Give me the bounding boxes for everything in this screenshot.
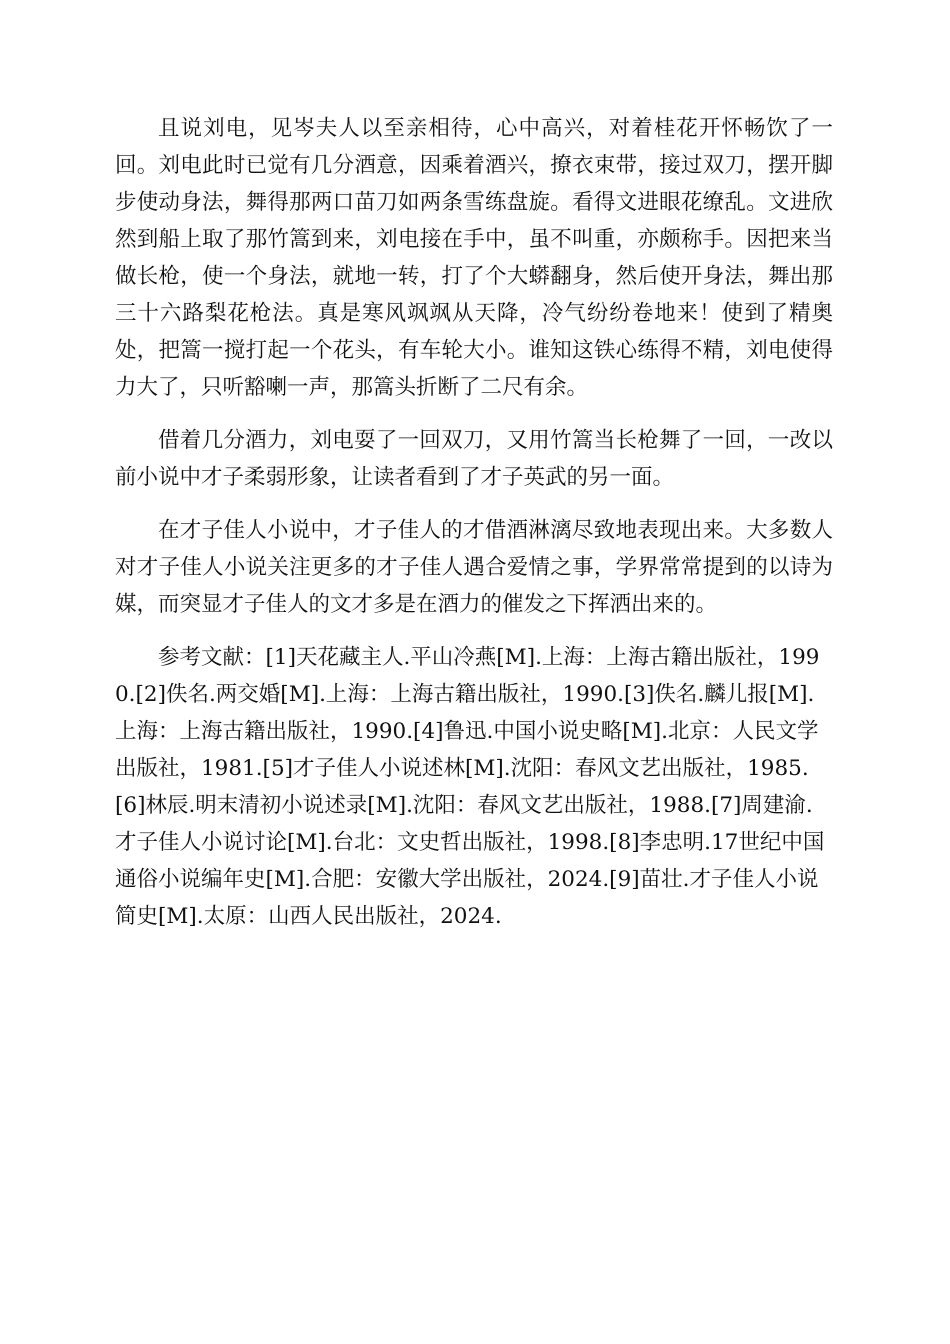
document-page — [115, 110, 833, 935]
paragraph-liu-dian-sword-dance: 且说刘电，见岑夫人以至亲相待，心中高兴，对着桂花开怀畅饮了一回。刘电此时已觉有几分酒意，因乘着酒兴，撩衣束带，接过双刀，摆开脚步使动身法，舞得那两口苗刀如两条雪练盘旋。看得文进眼花缭乱。文进欣然到船上取了那竹篙到来，刘电接在手中，虽不叫重，亦颇称手。因把来当做长枪，使一个身法，就地一转，打了个大蟒翻身，然后使开身法，舞出那三十六路梨花枪法。真是寒风飒飒从天降，冷气纷纷卷地来！使到了精奥处，把篙一搅打起一个花头，有车轮大小。谁知这铁心练得不精，刘电使得力大了，只听豁喇一声，那篙头折断了二尺有余。 — [115, 116, 833, 400]
paragraph-heroic-image: 借着几分酒力，刘电耍了一回双刀，又用竹篙当长枪舞了一回，一改以前小说中才子柔弱形象，让读者看到了才子英武的另一面。 — [115, 428, 833, 490]
paragraph-wine-and-talent: 在才子佳人小说中，才子佳人的才借酒淋漓尽致地表现出来。大多数人对才子佳人小说关注更多的才子佳人遇合爱情之事，学界常常提到的以诗为媒，而突显才子佳人的文才多是在酒力的催发之下挥洒出来的。 — [115, 518, 833, 617]
references-list: 参考文献：[1]天花藏主人.平山冷燕[M].上海：上海古籍出版社，1990.[2]佚名.两交婚[M].上海：上海古籍出版社，1990.[3]佚名.麟儿报[M].上海：上海古籍出版社，1990.[4]鲁迅.中国小说史略[M].北京：人民文学出版社，1981.[5]才子佳人小说述林[M].沈阳：春风文艺出版社，1985.[6]林辰.明末清初小说述录[M].沈阳：春风文艺出版社，1988.[7]周建渝.才子佳人小说讨论[M].台北：文史哲出版社，1998.[8]李忠明.17世纪中国通俗小说编年史[M].合肥：安徽大学出版社，2024.[9]苗壮.才子佳人小说简史[M].太原：山西人民出版社，2024. — [115, 645, 825, 929]
